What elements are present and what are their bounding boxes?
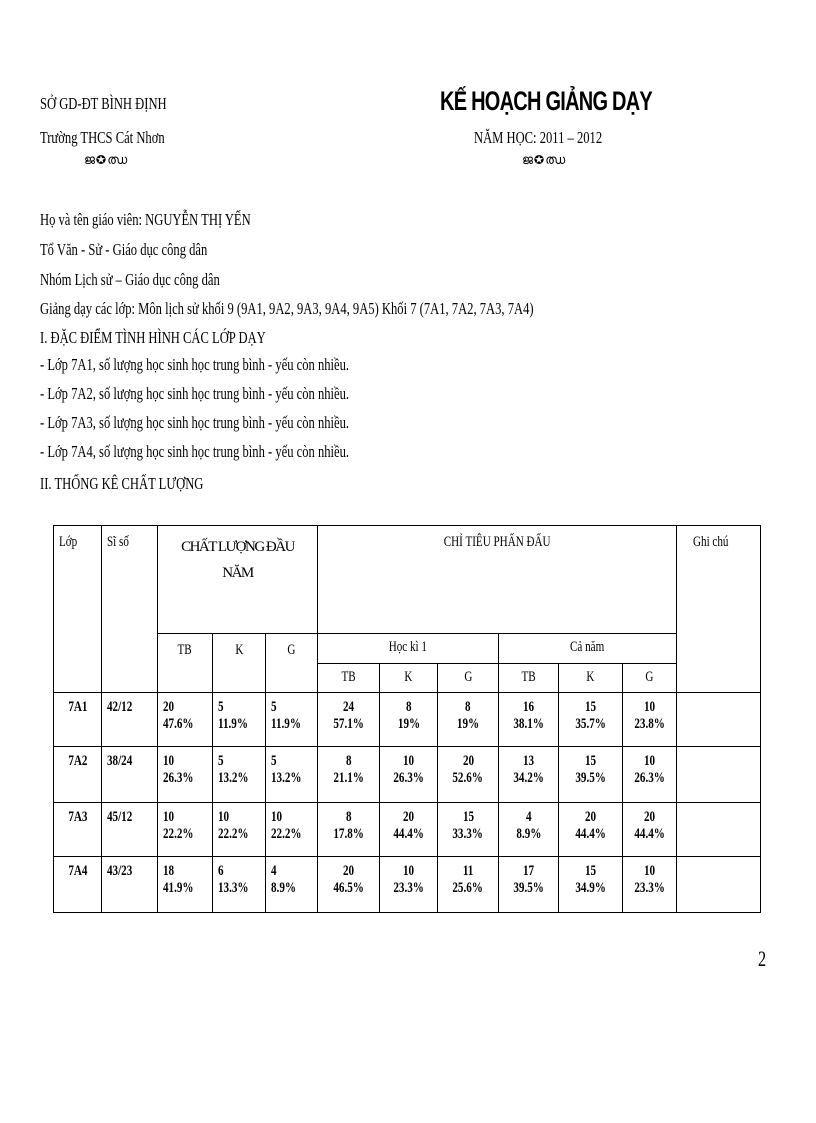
year-value-cell: 15 39.5%: [559, 747, 623, 803]
year-value-cell: 4 8.9%: [499, 803, 559, 857]
header-initial-tb: TB: [158, 634, 213, 693]
header-year-g: G: [623, 664, 677, 693]
list-item: - Lớp 7A2, số lượng học sinh học trung bình - yếu còn nhiều.: [40, 384, 350, 403]
size-cell: 45/12: [102, 803, 158, 857]
initial-value-cell: 20 47.6%: [158, 693, 213, 747]
notes-cell: [677, 857, 761, 913]
list-item: - Lớp 7A4, số lượng học sinh học trung bình - yếu còn nhiều.: [40, 442, 350, 461]
year-value-cell: 20 44.4%: [559, 803, 623, 857]
page-number: 2: [758, 946, 767, 971]
initial-value-cell: 5 13.2%: [266, 747, 318, 803]
header-hk1-k: K: [380, 664, 438, 693]
list-item: - Lớp 7A3, số lượng học sinh học trung bình - yếu còn nhiều.: [40, 413, 350, 432]
initial-value-cell: 5 13.2%: [213, 747, 266, 803]
header-class: Lớp: [54, 526, 102, 693]
header-notes: Ghi chú: [677, 526, 761, 693]
initial-value-cell: 10 26.3%: [158, 747, 213, 803]
year-value-cell: 10 26.3%: [623, 747, 677, 803]
table-row: [54, 857, 761, 913]
hk1-value-cell: 20 46.5%: [318, 857, 380, 913]
school-year: NĂM HỌC: 2011 – 2012: [474, 128, 603, 147]
hk1-value-cell: 8 19%: [438, 693, 499, 747]
size-cell: 42/12: [102, 693, 158, 747]
table-row: [54, 747, 761, 803]
right-ornament-icon: ജ✪ഝ: [522, 152, 567, 167]
initial-value-cell: 10 22.2%: [266, 803, 318, 857]
year-value-cell: 15 35.7%: [559, 693, 623, 747]
hk1-value-cell: 8 21.1%: [318, 747, 380, 803]
table-row: [54, 803, 761, 857]
header-year-tb: TB: [499, 664, 559, 693]
class-cell: 7A1: [54, 693, 102, 747]
hk1-value-cell: 15 33.3%: [438, 803, 499, 857]
class-cell: 7A4: [54, 857, 102, 913]
initial-value-cell: 5 11.9%: [266, 693, 318, 747]
section1-heading: I. ĐẶC ĐIỂM TÌNH HÌNH CÁC LỚP DẠY: [40, 328, 266, 347]
teacher-name-line: [40, 210, 325, 230]
year-value-cell: 13 34.2%: [499, 747, 559, 803]
year-value-cell: 10 23.3%: [623, 857, 677, 913]
size-cell: 38/24: [102, 747, 158, 803]
header-hk1-tb: TB: [318, 664, 380, 693]
hk1-value-cell: 24 57.1%: [318, 693, 380, 747]
class-cell: 7A2: [54, 747, 102, 803]
header-semester1: Học kì 1: [318, 634, 499, 664]
table-row: [54, 693, 761, 747]
header-hk1-g: G: [438, 664, 499, 693]
initial-value-cell: 5 11.9%: [213, 693, 266, 747]
teacher-name-label: Họ và tên giáo viên:: [40, 210, 143, 229]
left-ornament-icon: ജ✪ഝ: [84, 152, 129, 167]
hk1-value-cell: 8 17.8%: [318, 803, 380, 857]
initial-value-cell: 10 22.2%: [213, 803, 266, 857]
header-full-year: Cả năm: [499, 634, 677, 664]
teaching-classes: Giảng dạy các lớp: Môn lịch sử khối 9 (9A1, 9A2, 9A3, 9A4, 9A5) Khối 7 (7A1, 7A2, 7A3, 7A4): [40, 299, 534, 318]
initial-value-cell: 6 13.3%: [213, 857, 266, 913]
hk1-value-cell: 20 52.6%: [438, 747, 499, 803]
year-value-cell: 16 38.1%: [499, 693, 559, 747]
initial-value-cell: 4 8.9%: [266, 857, 318, 913]
teacher-group: Tổ Văn - Sử - Giáo dục công dân: [40, 240, 208, 259]
hk1-value-cell: 11 25.6%: [438, 857, 499, 913]
hk1-value-cell: 20 44.4%: [380, 803, 438, 857]
size-cell: 43/23: [102, 857, 158, 913]
hk1-value-cell: 10 26.3%: [380, 747, 438, 803]
header-initial-g: G: [266, 634, 318, 693]
hk1-value-cell: 10 23.3%: [380, 857, 438, 913]
year-value-cell: 20 44.4%: [623, 803, 677, 857]
header-size: Sĩ số: [102, 526, 158, 693]
initial-value-cell: 10 22.2%: [158, 803, 213, 857]
initial-value-cell: 18 41.9%: [158, 857, 213, 913]
teacher-name: NGUYỄN THỊ YẾN: [145, 210, 251, 229]
header-initial-quality: CHẤT LƯỢNG ĐẦU NĂM: [158, 526, 318, 634]
notes-cell: [677, 693, 761, 747]
notes-cell: [677, 747, 761, 803]
class-cell: 7A3: [54, 803, 102, 857]
department-name: SỞ GD-ĐT BÌNH ĐỊNH: [40, 94, 167, 113]
hk1-value-cell: 8 19%: [380, 693, 438, 747]
year-value-cell: 17 39.5%: [499, 857, 559, 913]
quality-statistics-table: [53, 525, 761, 913]
teacher-subgroup: Nhóm Lịch sử – Giáo dục công dân: [40, 270, 220, 289]
year-value-cell: 10 23.8%: [623, 693, 677, 747]
header-initial-k: K: [213, 634, 266, 693]
page-title: KẾ HOẠCH GIẢNG DẠY: [440, 86, 653, 116]
header-targets: CHỈ TIÊU PHẤN ĐẤU: [318, 526, 677, 634]
notes-cell: [677, 803, 761, 857]
year-value-cell: 15 34.9%: [559, 857, 623, 913]
section2-heading: II. THỐNG KÊ CHẤT LƯỢNG: [40, 474, 204, 493]
school-name: Trường THCS Cát Nhơn: [40, 128, 165, 147]
header-year-k: K: [559, 664, 623, 693]
list-item: - Lớp 7A1, số lượng học sinh học trung bình - yếu còn nhiều.: [40, 355, 350, 374]
